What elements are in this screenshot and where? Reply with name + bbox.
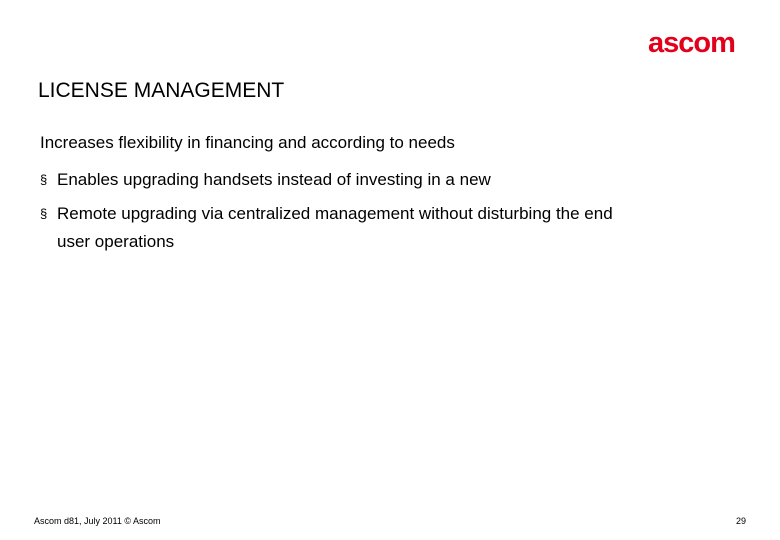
bullet-text: Enables upgrading handsets instead of investing in a new <box>57 170 491 189</box>
ascom-logo: ascom <box>648 27 735 59</box>
bullet-text: Remote upgrading via centralized management without disturbing the end user operations <box>57 204 613 251</box>
footer-copyright: Ascom d81, July 2011 © Ascom <box>34 516 161 526</box>
slide-title: LICENSE MANAGEMENT <box>38 79 285 102</box>
bullet-marker-icon: § <box>40 206 48 221</box>
bullet-item <box>40 166 640 194</box>
bullet-marker-icon: § <box>40 172 48 187</box>
page-number: 29 <box>736 516 747 526</box>
bullet-list <box>40 166 640 262</box>
intro-text: Increases flexibility in financing and according to needs <box>40 133 455 152</box>
bullet-item <box>40 200 640 256</box>
